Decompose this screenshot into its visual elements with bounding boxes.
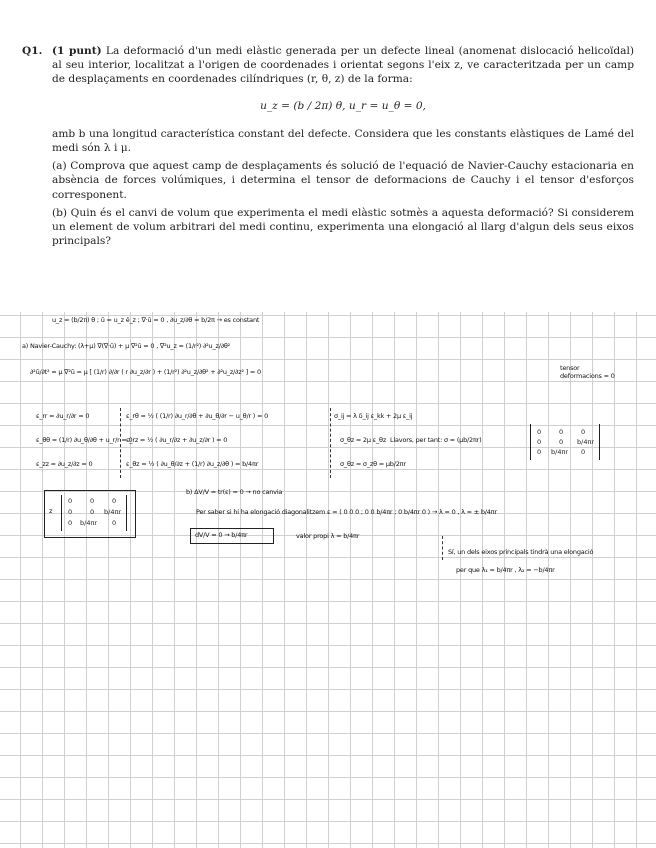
note-line-2: a) Navier-Cauchy: (λ+μ) ∇(∇·ū) + μ ∇²ū = 0 , ∇²u_z = (1/r²) ∂²u_z/∂θ² — [22, 342, 231, 350]
part-b-conclusion: Sí, un dels eixos principals tindrà una elongació — [448, 548, 594, 556]
note-line-3: ∂²ū/∂t² = μ ∇²ū = μ [ (1/r) ∂/∂r ( r ∂u_z/∂r ) + (1/r²) ∂²u_z/∂θ² + ∂²u_z/∂z² ] = 0 — [30, 368, 261, 376]
part-b-eigenvalues: per que λ₁ = b/4πr , λ₂ = −b/4πr — [456, 566, 555, 574]
divider-1 — [120, 408, 121, 478]
stress-formula: σ_ij = λ δ_ij ε_kk + 2μ ε_ij — [334, 412, 413, 420]
strain-rz: ε_rz = ½ ( ∂u_r/∂z + ∂u_z/∂r ) = 0 — [126, 436, 228, 444]
part-b-eigen: valor propi λ = b/4πr — [296, 532, 360, 540]
note-line-3-annotation: tensor deformacions = 0 — [560, 364, 615, 380]
stress-tensor-label: Llavors, per tant: σ = (μb/2πr) — [390, 436, 482, 444]
strain-matrix: 0 0 0 0 0 b/4πr 0 b/4πr 0 — [61, 495, 127, 531]
part-b-diagonalize: Per saber si hi ha elongació diagonalitzem ε = ( 0 0 0 ; 0 0 b/4πr ; 0 b/4πr 0 ) → λ = 0 , λ = ± b/4πr — [196, 508, 497, 516]
strain-zz: ε_zz = ∂u_z/∂z = 0 — [36, 460, 93, 468]
displacement-equation: u_z = (b / 2π) θ, u_r = u_θ = 0, — [260, 99, 426, 112]
question-points: (1 punt) — [52, 45, 102, 57]
divider-3 — [442, 536, 443, 560]
stress-thetaz: σ_θz = 2μ ε_θz — [340, 436, 387, 444]
printed-question-sheet — [0, 0, 656, 312]
note-line-1: u_z = (b/2π) θ ; ū = u_z ê_z ; ∇·ū = 0 , ∂u_z/∂θ = b/2π → es constant — [52, 316, 260, 324]
volume-change-box: dV/V = 0 → b/4πr — [190, 528, 274, 544]
stress-components: σ_θz = σ_zθ = μb/2πr — [340, 460, 406, 468]
question-after-equation: amb b una longitud característica constant del defecte. Considera que les constants elàstiques de Lamé del medi són λ i μ. — [52, 127, 634, 155]
question-part-b: (b) Quin és el canvi de volum que experimenta el medi elàstic sotmès a aquesta deformació? Si considerem un element de volum arbitrari del medi continu, experimenta una elongació al llarg d'algun dels seus eixos principals? — [52, 206, 634, 248]
divider-2 — [330, 408, 331, 478]
strain-rr: ε_rr = ∂u_r/∂r = 0 — [36, 412, 90, 420]
question-number: Q1. — [22, 45, 43, 57]
stress-matrix: 0 0 0 0 0 b/4πr 0 b/4πr 0 — [530, 424, 600, 460]
question-intro: La deformació d'un medi elàstic generada per un defecte lineal (anomenat dislocació helicoïdal) al seu interior, localitzat a l'origen de coordenades i orientat segons l'eix z, ve caracteritzada per un camp de desplaçaments en coordenades cilíndriques (r, θ, z) de la forma: — [52, 45, 634, 86]
problem-statement — [22, 44, 634, 248]
strain-rtheta: ε_rθ = ½ ( (1/r) ∂u_r/∂θ + ∂u_θ/∂r − u_θ/r ) = 0 — [126, 412, 269, 420]
question-part-a: (a) Comprova que aquest camp de desplaçaments és solució de l'equació de Navier-Cauchy estacionaria en absència de forces volúmiques, i determina el tensor de deformacions de Cauchy i el tensor d'esforços corresponent. — [52, 160, 634, 201]
strain-thetatheta: ε_θθ = (1/r) ∂u_θ/∂θ + u_r/r = 0 — [36, 436, 133, 444]
strain-thetaz: ε_θz = ½ ( ∂u_θ/∂z + (1/r) ∂u_z/∂θ ) = b/4πr — [126, 460, 259, 468]
strain-matrix-box: z 0 0 0 0 0 b/4πr 0 b/4πr 0 — [44, 490, 136, 538]
part-b-volume: b) ΔV/V = tr(ε) = 0 → no canvia — [186, 488, 283, 496]
